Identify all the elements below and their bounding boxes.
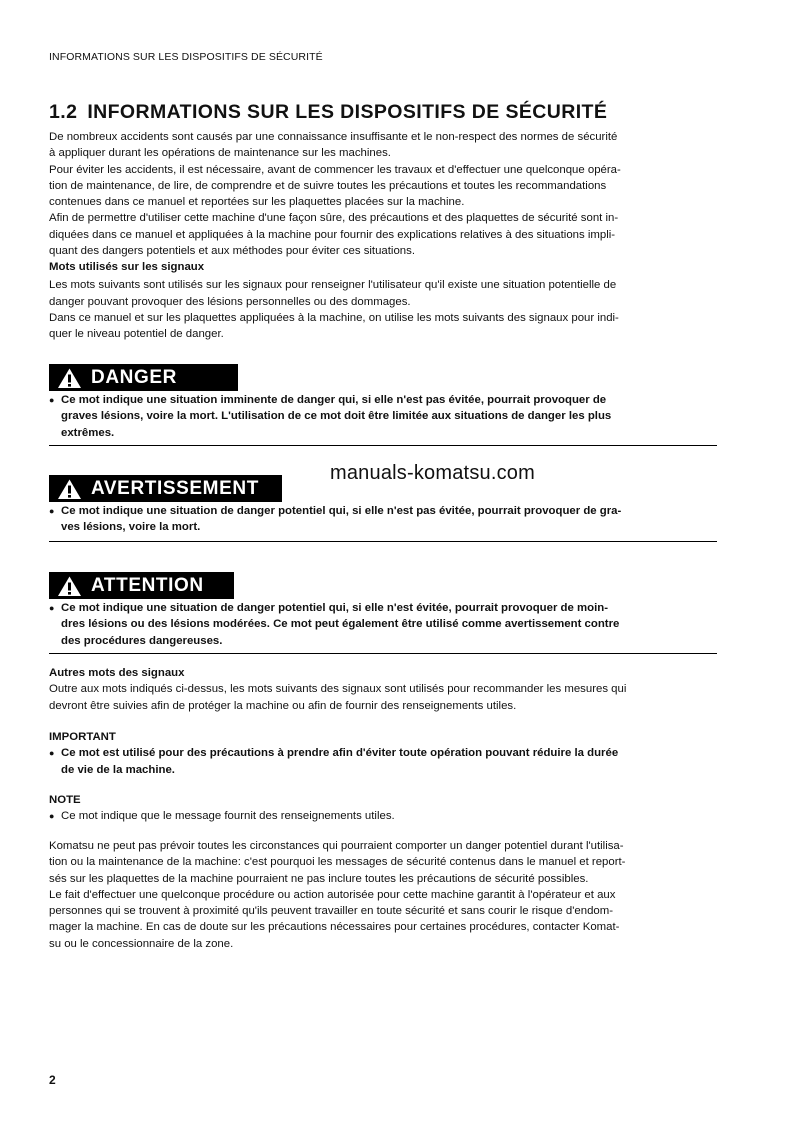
other-signals-line: Outre aux mots indiqués ci-dessus, les mots suivants des signaux sont utilisés pour recommander les mesures qui bbox=[49, 683, 627, 696]
important-block bbox=[49, 729, 717, 778]
danger-description bbox=[49, 392, 717, 441]
caution-line: dres lésions ou des lésions modérées. Ce mot peut également être utilisé comme avertissement contre bbox=[61, 618, 620, 631]
bullet-dot: ● bbox=[49, 506, 55, 516]
warning-line: ves lésions, voire la mort. bbox=[61, 521, 201, 534]
intro-line: tion de maintenance, de lire, de comprendre et de suivre toutes les précautions et toutes les recommandations bbox=[49, 179, 607, 192]
closing-line: Komatsu ne peut pas prévoir toutes les circonstances qui pourraient comporter un danger potentiel durant l'utilisa- bbox=[49, 840, 624, 852]
signal-words-heading: Mots utilisés sur les signaux bbox=[49, 261, 205, 273]
closing-line: su ou le concessionnaire de la zone. bbox=[49, 937, 234, 950]
warning-bullet bbox=[49, 503, 717, 536]
divider bbox=[49, 653, 717, 654]
caution-label-text: ATTENTION bbox=[91, 574, 204, 596]
signal-words-line: quer le niveau potentiel de danger. bbox=[49, 328, 224, 341]
page-number: 2 bbox=[49, 1073, 56, 1087]
closing-line: mager la machine. En cas de doute sur les précautions nécessaires pour certaines procédures, contacter Komat- bbox=[49, 921, 620, 934]
divider bbox=[49, 445, 717, 446]
danger-label bbox=[49, 364, 238, 391]
closing-line: tion ou la maintenance de la machine: c'est pourquoi les messages de sécurité contenus dans le manuel et report- bbox=[49, 856, 626, 869]
warning-triangle-icon bbox=[57, 367, 82, 389]
signal-words-line: Dans ce manuel et sur les plaquettes appliquées à la machine, on utilise les mots suivants des signaux pour indi- bbox=[49, 311, 619, 324]
intro-line: diquées dans ce manuel et appliquées à la machine pour fournir des explications relatives à des situations impli- bbox=[49, 228, 616, 241]
intro-line: Pour éviter les accidents, il est nécessaire, avant de commencer les travaux et d'effectuer une quelconque opéra- bbox=[49, 163, 621, 176]
note-heading: NOTE bbox=[49, 794, 81, 806]
caution-line: des procédures dangereuses. bbox=[61, 634, 223, 647]
danger-line: extrêmes. bbox=[61, 426, 115, 439]
intro-line: Afin de permettre d'utiliser cette machine d'une façon sûre, des précautions et des plaquettes de sécurité sont in- bbox=[49, 212, 619, 225]
note-line: Ce mot indique que le message fournit des renseignements utiles. bbox=[61, 810, 395, 823]
caution-label bbox=[49, 572, 234, 599]
intro-line: quant des dangers potentiels et aux méthodes pour éviter ces situations. bbox=[49, 245, 415, 258]
warning-label bbox=[49, 475, 282, 502]
watermark-text: manuals-komatsu.com bbox=[330, 462, 535, 484]
warning-triangle-icon bbox=[57, 478, 82, 500]
signal-words-block bbox=[49, 259, 717, 342]
bullet-dot: ● bbox=[49, 603, 55, 613]
warning-description bbox=[49, 503, 717, 536]
warning-triangle-icon bbox=[57, 575, 82, 597]
bullet-dot: ● bbox=[49, 395, 55, 405]
danger-bullet bbox=[49, 392, 717, 441]
other-signals-line: devront être suivies afin de protéger la machine ou afin de fournir des renseignements utiles. bbox=[49, 699, 517, 712]
other-signals-heading: Autres mots des signaux bbox=[49, 667, 185, 679]
caution-bullet bbox=[49, 600, 717, 649]
bullet-dot: ● bbox=[49, 811, 55, 822]
note-block bbox=[49, 792, 717, 825]
intro-line: contenues dans ce manuel et reportées sur les plaquettes placées sur la machine. bbox=[49, 196, 465, 209]
danger-line: graves lésions, voire la mort. L'utilisation de ce mot doit être limitée aux situations de danger les plus bbox=[61, 410, 612, 423]
closing-line: sés sur les plaquettes de la machine pourraient ne pas inclure toutes les précautions de sécurité possibles. bbox=[49, 872, 589, 885]
intro-text bbox=[49, 129, 717, 259]
section-number: 1.2 bbox=[49, 101, 78, 123]
closing-text bbox=[49, 838, 717, 952]
note-bullet bbox=[49, 808, 717, 824]
warning-line: Ce mot indique une situation de danger potentiel qui, si elle n'est pas évitée, pourrait provoquer de gra- bbox=[61, 505, 622, 517]
bullet-dot: ● bbox=[49, 748, 55, 759]
signal-words-line: Les mots suivants sont utilisés sur les signaux pour renseigner l'utilisateur qu'il existe une situation potentielle de bbox=[49, 279, 617, 292]
running-header: INFORMATIONS SUR LES DISPOSITIFS DE SÉCURITÉ bbox=[49, 51, 323, 63]
divider bbox=[49, 541, 717, 542]
important-bullet bbox=[49, 745, 717, 778]
closing-line: Le fait d'effectuer une quelconque procédure ou action autorisée pour cette machine garantit à l'opérateur et aux bbox=[49, 888, 616, 901]
important-line: Ce mot est utilisé pour des précautions à prendre afin d'éviter toute opération pouvant réduire la durée bbox=[61, 747, 619, 760]
important-heading: IMPORTANT bbox=[49, 731, 116, 743]
signal-words-line: danger pouvant provoquer des lésions personnelles ou des dommages. bbox=[49, 295, 411, 308]
caution-description bbox=[49, 600, 717, 649]
danger-line: Ce mot indique une situation imminente de danger qui, si elle n'est pas évitée, pourrait provoquer de bbox=[61, 394, 607, 406]
caution-line: Ce mot indique une situation de danger potentiel qui, si elle n'est évitée, pourrait provoquer de moin- bbox=[61, 602, 608, 614]
danger-label-text: DANGER bbox=[91, 366, 177, 388]
intro-line: De nombreux accidents sont causés par une connaissance insuffisante et le non-respect des normes de sécurité bbox=[49, 131, 618, 143]
other-signals-block bbox=[49, 665, 717, 714]
section-title bbox=[49, 101, 607, 124]
warning-label-text: AVERTISSEMENT bbox=[91, 477, 259, 499]
important-line: de vie de la machine. bbox=[61, 763, 175, 776]
closing-line: personnes qui se trouvent à proximité qu'ils peuvent travailler en toute sécurité et sans courir le risque d'endom- bbox=[49, 905, 614, 918]
intro-line: à appliquer durant les opérations de maintenance sur les machines. bbox=[49, 147, 391, 160]
section-title-text: INFORMATIONS SUR LES DISPOSITIFS DE SÉCURITÉ bbox=[87, 101, 608, 123]
